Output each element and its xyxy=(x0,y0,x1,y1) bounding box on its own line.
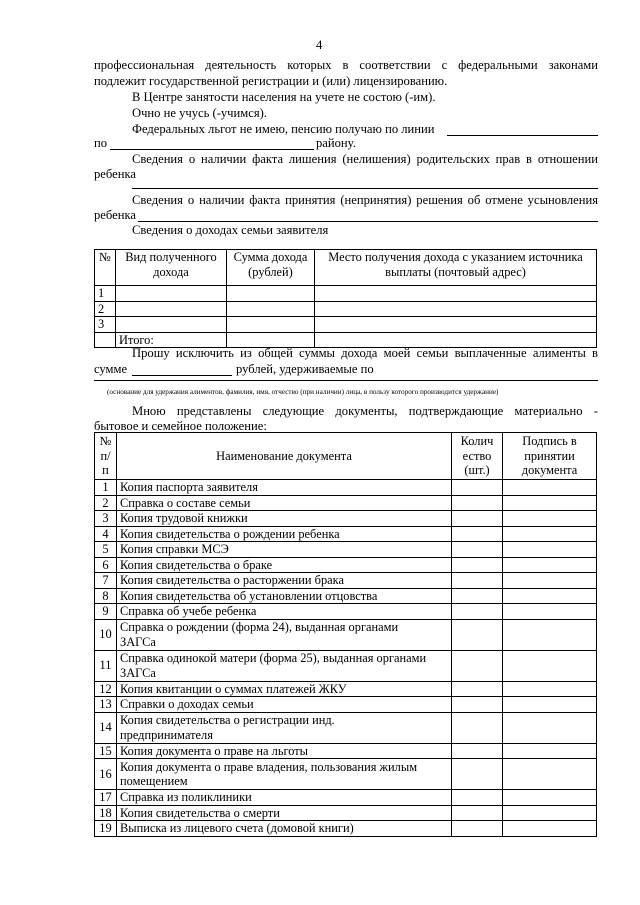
income-cell[interactable] xyxy=(315,317,597,333)
income-table xyxy=(94,249,597,348)
documents-statement: Мною представлены следующие документы, подтверждающие материально - xyxy=(132,404,598,418)
document-name xyxy=(117,712,452,743)
document-name-line: Копия свидетельства о расторжении брака xyxy=(120,573,344,587)
alimony-sum-label: сумме xyxy=(94,362,128,376)
document-name-line: Копия свидетельства о рождении ребенка xyxy=(120,526,340,541)
income-header-num: № xyxy=(95,250,116,286)
document-row-num: 9 xyxy=(95,604,117,620)
document-row-num: 5 xyxy=(95,542,117,558)
adoption-child-label: ребенка xyxy=(94,208,136,222)
docs-header-num-l3: п xyxy=(102,463,109,478)
document-row xyxy=(95,542,597,558)
document-quantity-cell[interactable] xyxy=(452,526,503,542)
document-row xyxy=(95,805,597,821)
document-quantity-cell[interactable] xyxy=(452,805,503,821)
document-name xyxy=(117,790,452,806)
document-quantity-cell[interactable] xyxy=(452,511,503,527)
income-cell[interactable] xyxy=(227,301,315,317)
income-header-place-l1: Место получения дохода с указанием источника xyxy=(328,250,583,264)
document-quantity-cell[interactable] xyxy=(452,480,503,496)
document-row-num: 19 xyxy=(95,821,117,837)
document-name xyxy=(117,805,452,821)
document-name xyxy=(117,495,452,511)
document-row xyxy=(95,759,597,790)
income-row xyxy=(95,286,597,302)
docs-header-qty xyxy=(452,433,503,480)
document-name xyxy=(117,557,452,573)
document-name-line: Справка об учебе ребенка xyxy=(120,604,257,618)
income-cell[interactable] xyxy=(227,286,315,302)
document-row xyxy=(95,619,597,650)
study-statement: Очно не учусь (-учимся). xyxy=(132,106,267,120)
document-quantity-cell[interactable] xyxy=(452,557,503,573)
income-cell[interactable] xyxy=(116,301,227,317)
document-name xyxy=(117,759,452,790)
income-row-num: 1 xyxy=(95,286,116,302)
income-row xyxy=(95,301,597,317)
income-row-num: 2 xyxy=(95,301,116,317)
document-signature-cell[interactable] xyxy=(503,588,597,604)
docs-header-signature xyxy=(503,433,597,480)
document-signature-cell[interactable] xyxy=(503,526,597,542)
income-header-place-l2: выплаты (почтовый адрес) xyxy=(385,264,526,279)
income-header-place xyxy=(315,250,597,286)
income-header-sum-l2: (рублей) xyxy=(248,264,293,279)
pension-line-field[interactable] xyxy=(447,135,598,136)
income-cell[interactable] xyxy=(227,317,315,333)
document-row xyxy=(95,557,597,573)
document-quantity-cell[interactable] xyxy=(452,542,503,558)
document-quantity-cell[interactable] xyxy=(452,588,503,604)
document-signature-cell[interactable] xyxy=(503,650,597,681)
document-row-num: 16 xyxy=(95,759,117,790)
document-quantity-cell[interactable] xyxy=(452,743,503,759)
docs-header-num-l1: № xyxy=(99,434,112,449)
document-name-line: Копия справки МСЭ xyxy=(120,542,229,556)
adoption-field[interactable] xyxy=(138,221,598,222)
alimony-rub-label: рублей, удерживаемые по xyxy=(236,362,374,376)
document-row-num: 1 xyxy=(95,480,117,496)
parental-rights-child-label: ребенка xyxy=(94,167,136,181)
income-header-type xyxy=(116,250,227,286)
document-name xyxy=(117,480,452,496)
document-signature-cell[interactable] xyxy=(503,480,597,496)
docs-header-sign-l1: Подпись в xyxy=(522,434,577,449)
document-name-line: Копия документа о праве на льготы xyxy=(120,743,309,758)
paragraph-line: профессиональная деятельность которых в соответствии с федеральными законами xyxy=(94,58,598,72)
document-name xyxy=(117,526,452,542)
documents-table xyxy=(94,432,597,837)
document-name xyxy=(117,604,452,620)
income-cell[interactable] xyxy=(315,301,597,317)
document-signature-cell[interactable] xyxy=(503,697,597,713)
document-row xyxy=(95,480,597,496)
document-row-num: 4 xyxy=(95,526,117,542)
document-name-line: Копия паспорта заявителя xyxy=(120,480,258,494)
docs-header-qty-l3: (шт.) xyxy=(464,463,490,478)
alimony-statement: Прошу исключить из общей суммы дохода моей семьи выплаченные алименты в xyxy=(132,346,598,360)
document-name-line: помещением xyxy=(120,774,188,788)
document-row xyxy=(95,604,597,620)
alimony-basis-field[interactable] xyxy=(94,380,598,381)
document-row-num: 2 xyxy=(95,495,117,511)
docs-header-qty-l1: Колич xyxy=(460,434,494,449)
income-total-label: Итого: xyxy=(116,332,227,348)
income-header-sum-l1: Сумма дохода xyxy=(233,250,308,264)
income-cell[interactable] xyxy=(315,286,597,302)
document-name xyxy=(117,650,452,681)
document-signature-cell[interactable] xyxy=(503,573,597,589)
document-quantity-cell[interactable] xyxy=(452,573,503,589)
document-row-num: 8 xyxy=(95,588,117,604)
document-row xyxy=(95,697,597,713)
document-name-line: Копия свидетельства о браке xyxy=(120,557,273,572)
document-signature-cell[interactable] xyxy=(503,805,597,821)
document-row xyxy=(95,821,597,837)
document-row xyxy=(95,681,597,697)
document-name-line: Справка одинокой матери (форма 25), выданная органами xyxy=(120,651,427,665)
document-row xyxy=(95,790,597,806)
document-signature-cell[interactable] xyxy=(503,557,597,573)
document-quantity-cell[interactable] xyxy=(452,697,503,713)
document-row-num: 11 xyxy=(95,650,117,681)
document-signature-cell[interactable] xyxy=(503,511,597,527)
document-signature-cell[interactable] xyxy=(503,821,597,837)
document-row xyxy=(95,743,597,759)
document-name-line: Копия документа о праве владения, пользования жилым xyxy=(120,759,418,774)
document-row xyxy=(95,526,597,542)
document-quantity-cell[interactable] xyxy=(452,790,503,806)
document-name xyxy=(117,542,452,558)
document-quantity-cell[interactable] xyxy=(452,619,503,650)
income-header-type-l1: Вид полученного xyxy=(125,250,217,264)
document-signature-cell[interactable] xyxy=(503,712,597,743)
docs-header-sign-l3: документа xyxy=(521,463,578,478)
document-quantity-cell[interactable] xyxy=(452,604,503,620)
district-field[interactable] xyxy=(110,149,314,150)
document-signature-cell[interactable] xyxy=(503,542,597,558)
docs-header-num-l2: п/ xyxy=(100,448,111,463)
benefits-statement: Федеральных льгот не имею, пенсию получаю по линии xyxy=(132,122,435,136)
document-row-num: 12 xyxy=(95,681,117,697)
document-signature-cell[interactable] xyxy=(503,790,597,806)
document-name-line: предпринимателя xyxy=(120,727,213,742)
document-row xyxy=(95,511,597,527)
paragraph-line: подлежит государственной регистрации и (или) лицензированию. xyxy=(94,74,448,88)
document-name-line: Копия свидетельства о смерти xyxy=(120,805,280,820)
income-row xyxy=(95,317,597,333)
parental-rights-statement: Сведения о наличии факта лишения (нелишения) родительских прав в отношении xyxy=(132,152,598,166)
document-quantity-cell[interactable] xyxy=(452,681,503,697)
document-name xyxy=(117,821,452,837)
document-quantity-cell[interactable] xyxy=(452,650,503,681)
income-header-sum xyxy=(227,250,315,286)
document-name-line: Копия квитанции о суммах платежей ЖКУ xyxy=(120,681,347,696)
document-row-num: 6 xyxy=(95,557,117,573)
document-name xyxy=(117,511,452,527)
document-row-num: 15 xyxy=(95,743,117,759)
document-name-line: Копия свидетельства о регистрации инд. xyxy=(120,713,335,727)
document-name xyxy=(117,697,452,713)
document-row-num: 18 xyxy=(95,805,117,821)
document-name xyxy=(117,743,452,759)
docs-header-num xyxy=(95,433,117,480)
document-name-line: Справка о составе семьи xyxy=(120,495,251,510)
document-quantity-cell[interactable] xyxy=(452,712,503,743)
document-name xyxy=(117,681,452,697)
adoption-statement: Сведения о наличии факта принятия (непринятия) решения об отмене усыновления xyxy=(132,193,598,207)
document-name-line: Справка из поликлиники xyxy=(120,790,252,804)
document-name-line: Копия свидетельства об установлении отцовства xyxy=(120,588,378,603)
income-header-type-l2: дохода xyxy=(153,264,189,279)
document-row-num: 7 xyxy=(95,573,117,589)
docs-header-qty-l2: ество xyxy=(462,448,492,463)
docs-header-sign-l2: принятии xyxy=(524,448,575,463)
parental-rights-field[interactable] xyxy=(132,188,598,189)
document-quantity-cell[interactable] xyxy=(452,759,503,790)
document-row-num: 14 xyxy=(95,712,117,743)
document-quantity-cell[interactable] xyxy=(452,495,503,511)
documents-statement-l2: бытовое и семейное положение: xyxy=(94,419,267,433)
document-name-line: Копия трудовой книжки xyxy=(120,511,248,525)
income-row-num: 3 xyxy=(95,317,116,333)
document-signature-cell[interactable] xyxy=(503,495,597,511)
document-name-line: Справка о рождении (форма 24), выданная органами xyxy=(120,620,399,634)
docs-header-name: Наименование документа xyxy=(117,433,452,480)
document-signature-cell[interactable] xyxy=(503,681,597,697)
document-signature-cell[interactable] xyxy=(503,604,597,620)
document-name-line: Выписка из лицевого счета (домовой книги) xyxy=(120,821,354,835)
document-row-num: 10 xyxy=(95,619,117,650)
document-row-num: 3 xyxy=(95,511,117,527)
income-total-num-cell xyxy=(95,332,116,348)
document-quantity-cell[interactable] xyxy=(452,821,503,837)
document-row xyxy=(95,495,597,511)
income-cell[interactable] xyxy=(116,317,227,333)
document-row xyxy=(95,573,597,589)
document-row-num: 17 xyxy=(95,790,117,806)
benefits-po-label: по xyxy=(94,136,108,150)
document-name-line: ЗАГСа xyxy=(120,634,156,649)
document-signature-cell[interactable] xyxy=(503,619,597,650)
document-row-num: 13 xyxy=(95,697,117,713)
document-row xyxy=(95,588,597,604)
document-name-line: Справки о доходах семьи xyxy=(120,697,254,711)
document-signature-cell[interactable] xyxy=(503,743,597,759)
employment-statement: В Центре занятости населения на учете не состою (-им). xyxy=(132,90,436,104)
document-name xyxy=(117,573,452,589)
document-row xyxy=(95,712,597,743)
income-title: Сведения о доходах семьи заявителя xyxy=(132,223,329,237)
income-cell[interactable] xyxy=(116,286,227,302)
document-row xyxy=(95,650,597,681)
document-name xyxy=(117,619,452,650)
document-name-line: ЗАГСа xyxy=(120,665,156,680)
document-name xyxy=(117,588,452,604)
alimony-basis-note: (основание для удержания алиментов, фамилия, имя, отчество (при наличии) лица, в пользу которого производится удержание) xyxy=(107,388,499,396)
page-number: 4 xyxy=(316,38,323,52)
document-signature-cell[interactable] xyxy=(503,759,597,790)
alimony-sum-field[interactable] xyxy=(132,375,232,376)
benefits-district-label: району. xyxy=(316,136,356,150)
